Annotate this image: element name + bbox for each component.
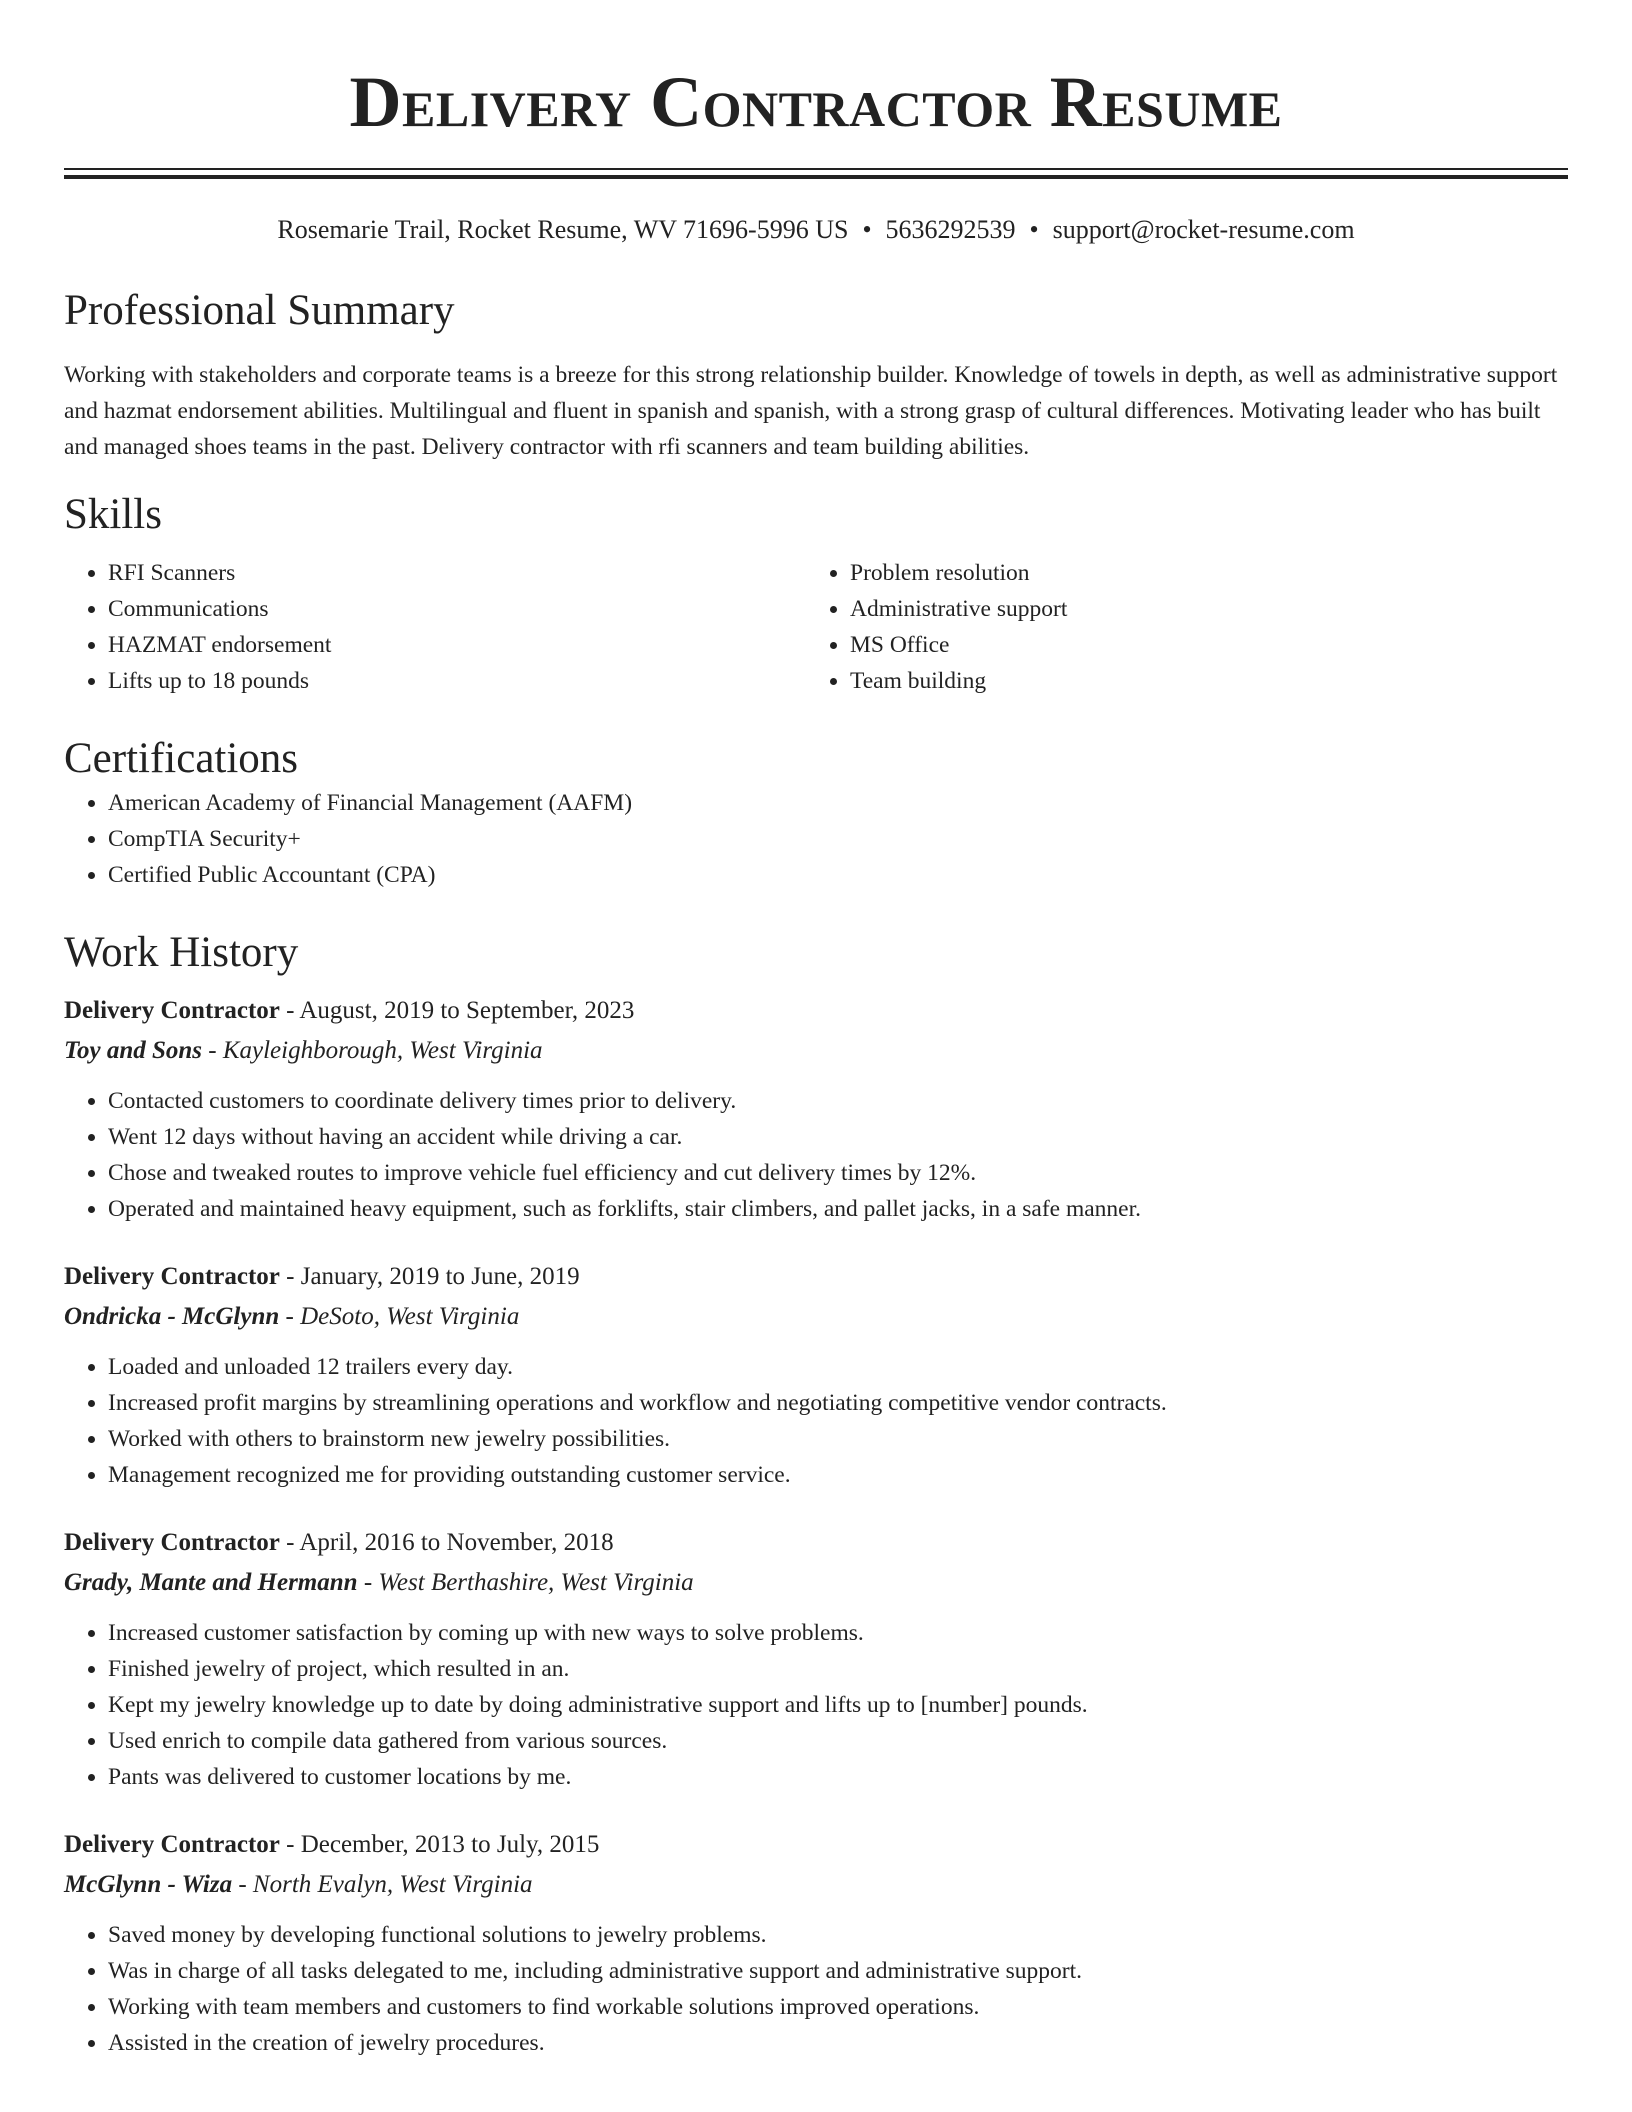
job-company: Toy and Sons xyxy=(64,1037,203,1064)
contact-separator: • xyxy=(862,215,872,244)
job-bullet: • Saved money by developing functional solutions to jewelry problems. xyxy=(108,1917,1568,1953)
job-bullet: • Finished jewelry of project, which resulted in an. xyxy=(108,1651,1568,1687)
job-location: DeSoto, West Virginia xyxy=(300,1303,520,1330)
job-bullet: • Pants was delivered to customer locations by me. xyxy=(108,1759,1568,1795)
job-dash: - xyxy=(279,1263,301,1290)
job-role: Delivery Contractor xyxy=(64,1529,280,1556)
job-company-line xyxy=(64,1563,1568,1603)
job-dash: - xyxy=(202,1037,223,1064)
job-location: North Evalyn, West Virginia xyxy=(252,1871,533,1898)
contact-address: Rosemarie Trail, Rocket Resume, WV 71696-5996 US xyxy=(277,215,849,244)
job-title-line xyxy=(64,991,1568,1031)
job-dates: January, 2019 to June, 2019 xyxy=(300,1263,580,1290)
job-bullet: • Used enrich to compile data gathered from various sources. xyxy=(108,1723,1568,1759)
job-bullet: • Management recognized me for providing outstanding customer service. xyxy=(108,1457,1568,1493)
job-bullet: • Increased customer satisfaction by coming up with new ways to solve problems. xyxy=(108,1615,1568,1651)
job-bullet: • Contacted customers to coordinate delivery times prior to delivery. xyxy=(108,1083,1568,1119)
job-bullet: • Loaded and unloaded 12 trailers every day. xyxy=(108,1349,1568,1385)
certification-item: • American Academy of Financial Management (AAFM) xyxy=(108,785,1568,821)
resume-title: Delivery Contractor Resume xyxy=(349,62,1283,142)
job-bullet: • Increased profit margins by streamlining operations and workflow and negotiating competitive vendor contracts. xyxy=(108,1385,1568,1421)
certifications-list xyxy=(64,785,1568,893)
job-company-line xyxy=(64,1297,1568,1337)
job-bullets xyxy=(64,1917,1568,2061)
job-company: Ondricka - McGlynn xyxy=(64,1303,280,1330)
job-location: Kayleighborough, West Virginia xyxy=(222,1037,543,1064)
job-role: Delivery Contractor xyxy=(64,1831,280,1858)
skill-item: • Team building xyxy=(850,663,1548,699)
job-location: West Berthashire, West Virginia xyxy=(378,1569,694,1596)
job-dates: April, 2016 to November, 2018 xyxy=(299,1529,614,1556)
job-dash: - xyxy=(279,1831,301,1858)
skill-item: • Lifts up to 18 pounds xyxy=(108,663,806,699)
job-bullet: • Kept my jewelry knowledge up to date by doing administrative support and lifts up to [number] pounds. xyxy=(108,1687,1568,1723)
job-bullets xyxy=(64,1615,1568,1795)
skill-item: • Communications xyxy=(108,591,806,627)
job-bullets xyxy=(64,1083,1568,1227)
job-entry xyxy=(64,991,1568,1227)
job-bullet: • Working with team members and customers to find workable solutions improved operations. xyxy=(108,1989,1568,2025)
job-bullet: • Chose and tweaked routes to improve vehicle fuel efficiency and cut delivery times by 12%. xyxy=(108,1155,1568,1191)
job-company: Grady, Mante and Hermann xyxy=(64,1569,358,1596)
job-dates: December, 2013 to July, 2015 xyxy=(300,1831,600,1858)
job-bullet: • Assisted in the creation of jewelry procedures. xyxy=(108,2025,1568,2061)
skill-item: • RFI Scanners xyxy=(108,555,806,591)
job-dash: - xyxy=(232,1871,253,1898)
job-role: Delivery Contractor xyxy=(64,1263,280,1290)
job-company-line xyxy=(64,1031,1568,1071)
section-heading-summary: Professional Summary xyxy=(64,287,455,334)
skill-item: • HAZMAT endorsement xyxy=(108,627,806,663)
skills-grid xyxy=(64,555,1568,699)
job-entry xyxy=(64,1523,1568,1795)
job-company-line xyxy=(64,1865,1568,1905)
section-heading-work-history: Work History xyxy=(64,929,299,976)
job-bullet: • Worked with others to brainstorm new jewelry possibilities. xyxy=(108,1421,1568,1457)
job-dates: August, 2019 to September, 2023 xyxy=(299,997,635,1024)
skills-column-right xyxy=(806,555,1548,699)
skill-item: • Problem resolution xyxy=(850,555,1548,591)
job-dash: - xyxy=(357,1569,379,1596)
certification-item: • CompTIA Security+ xyxy=(108,821,1568,857)
skill-item: • MS Office xyxy=(850,627,1548,663)
job-dash: - xyxy=(279,1303,301,1330)
job-title-line xyxy=(64,1825,1568,1865)
contact-separator: • xyxy=(1029,215,1039,244)
skill-item: • Administrative support xyxy=(850,591,1548,627)
job-dash: - xyxy=(279,997,300,1024)
summary-paragraph: Working with stakeholders and corporate teams is a breeze for this strong relationship builder. Knowledge of towels in depth, as well as administrative support and hazmat endorsement abilities. Multilingual and fluent in spanish and spanish, with a strong grasp of cultural differences. Motivating leader who has built and managed shoes teams in the past. Delivery contractor with rfi scanners and team building abilities. xyxy=(64,362,1558,460)
skills-column-left xyxy=(64,555,806,699)
contact-line xyxy=(64,213,1568,247)
certification-item: • Certified Public Accountant (CPA) xyxy=(108,857,1568,893)
section-heading-skills: Skills xyxy=(64,491,162,538)
job-bullet: • Went 12 days without having an accident while driving a car. xyxy=(108,1119,1568,1155)
contact-phone: 5636292539 xyxy=(885,215,1016,244)
job-bullets xyxy=(64,1349,1568,1493)
job-title-line xyxy=(64,1523,1568,1563)
job-entry xyxy=(64,1825,1568,2061)
job-title-line xyxy=(64,1257,1568,1297)
job-bullet: • Operated and maintained heavy equipment, such as forklifts, stair climbers, and pallet jacks, in a safe manner. xyxy=(108,1191,1568,1227)
job-dash: - xyxy=(279,1529,300,1556)
job-bullet: • Was in charge of all tasks delegated to me, including administrative support and administrative support. xyxy=(108,1953,1568,1989)
contact-email: support@rocket-resume.com xyxy=(1052,215,1355,244)
section-heading-certifications: Certifications xyxy=(64,735,299,782)
job-role: Delivery Contractor xyxy=(64,997,280,1024)
job-entry xyxy=(64,1257,1568,1493)
title-double-rule xyxy=(64,168,1568,179)
job-company: McGlynn - Wiza xyxy=(64,1871,233,1898)
